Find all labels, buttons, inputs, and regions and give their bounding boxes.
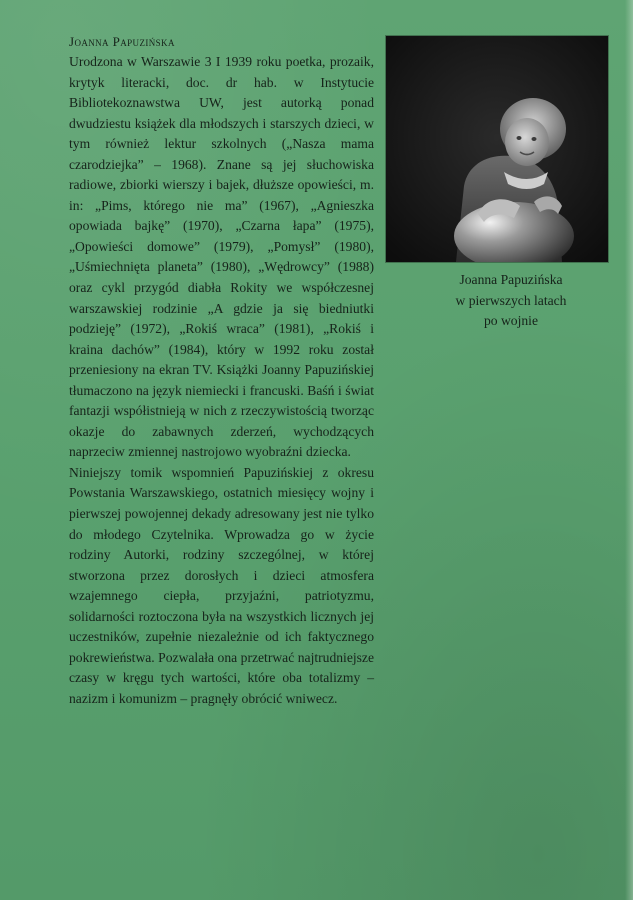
biography-text: [69, 52, 374, 710]
biography-paragraph-2: Niniejszy tomik wspomnień Papuzińskiej z okresu Powstania Warszawskiego, ostatnich miesięcy wojny i pierwszej powojennej dekady adresowany jest nie tylko do młodego Czytelnika. Wprowadza go w życie rodziny Autorki, rodziny szczególnej, w której stworzona przez dorosłych i dzieci atmosfera wzajemnego ciepła, przyjaźni, patriotyzmu, solidarności roztoczona była na wszystkich licznych jej uczestników, zupełnie niezależnie od ich faktycznego pokrewieństwa. Pozwalała ona przetrwać najtrudniejsze czasy w kręgu tych wartości, które oba totalizmy – nazizm i komunizm – pragnęły obrócić wniwecz.: [69, 464, 374, 706]
biography-paragraph-1: Urodzona w Warszawie 3 I 1939 roku poetka, prozaik, krytyk literacki, doc. dr hab. w Instytucie Bibliotekoznawstwa UW, jest autorką ponad dwudziestu książek dla młodszych i starszych dzieci, w tym również lektur szkolnych („Nasza mama czarodziejka” – 1968). Znane są jej słuchowiska radiowe, zbiorki wierszy i bajek, dłuższe opowieści, m. in: „Pims, którego nie ma” (1967), „Agnieszka opowiada bajkę” (1970), „Czarna łapa” (1975), „Opowieści domowe” (1979), „Pomysł” (1980), „Uśmiechnięta planeta” (1980), „Wędrowcy” (1988) oraz cykl przygód diabła Rokity we współczesnej warszawskiej rodzinie „A gdzie ja się biedniutki podzieję” (1972), „Rokiś wraca” (1981), „Rokiś i kraina dachów” (1984), który w 1992 roku został przeniesiony na ekran TV. Książki Joanny Papuzińskiej tłumaczono na język niemiecki i francuski. Baśń i świat fantazji współistnieją w nich z rzeczywistością tworząc okazje do zabawnych zderzeń, wychodzących naprzeciw zmiennej nastrojowo wyobraźni dziecka.: [69, 54, 374, 460]
caption-line: w pierwszych latach: [455, 292, 567, 308]
caption-line: po wojnie: [484, 313, 538, 328]
caption-line: Joanna Papuzińska: [459, 272, 563, 287]
photo-caption: [386, 270, 633, 332]
author-name: Joanna Papuzińska: [69, 34, 175, 49]
cover-edge-wear: [625, 0, 633, 900]
author-childhood-photo: [386, 36, 608, 262]
